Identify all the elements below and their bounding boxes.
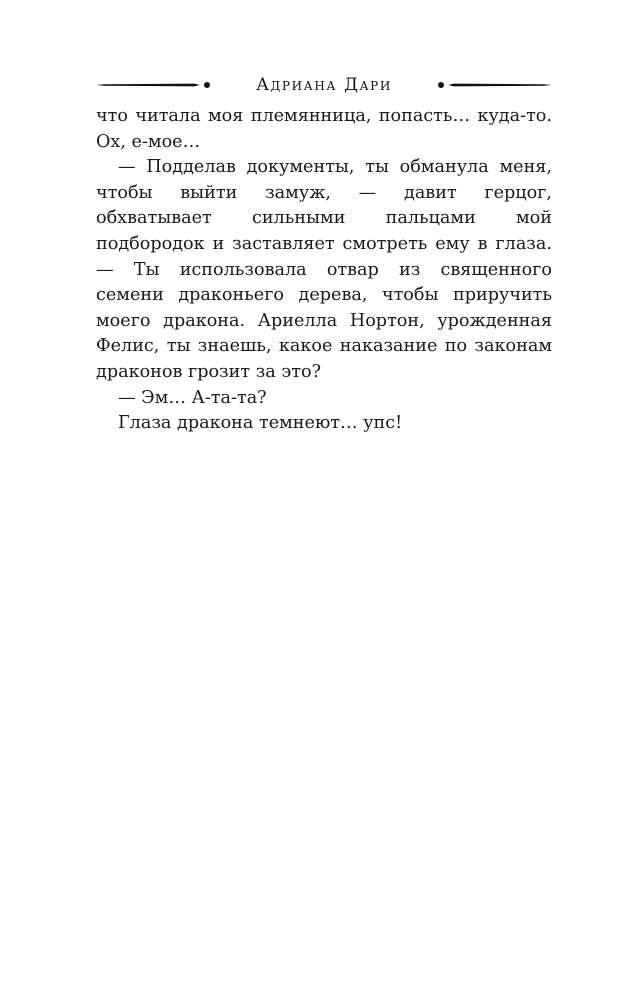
left-ornament-icon <box>96 80 214 90</box>
paragraph-continuation: что читала моя племянница, попасть… куда-то. Ох, е-мое… <box>96 106 552 152</box>
right-ornament-icon <box>434 80 552 90</box>
body-text <box>96 104 552 437</box>
paragraph-dialogue-duke: — Подделав документы, ты обманула меня, чтобы выйти замуж, — давит герцог, обхватывает сильными пальцами мой подбородок и заставляет смотреть ему в глаза. — Ты использовала отвар из священного семени драконьего дерева, чтобы приручить моего дракона. Ариелла Нортон, урожденная Фелис, ты знаешь, какое наказание по законам драконов грозит за это? <box>96 157 552 382</box>
paragraph-narration: Глаза дракона темнеют… упс! <box>118 413 403 434</box>
paragraph-dialogue-reply: — Эм… А-та-та? <box>118 387 267 408</box>
running-head <box>96 72 552 98</box>
running-head-title: Адриана Дари <box>256 74 392 95</box>
